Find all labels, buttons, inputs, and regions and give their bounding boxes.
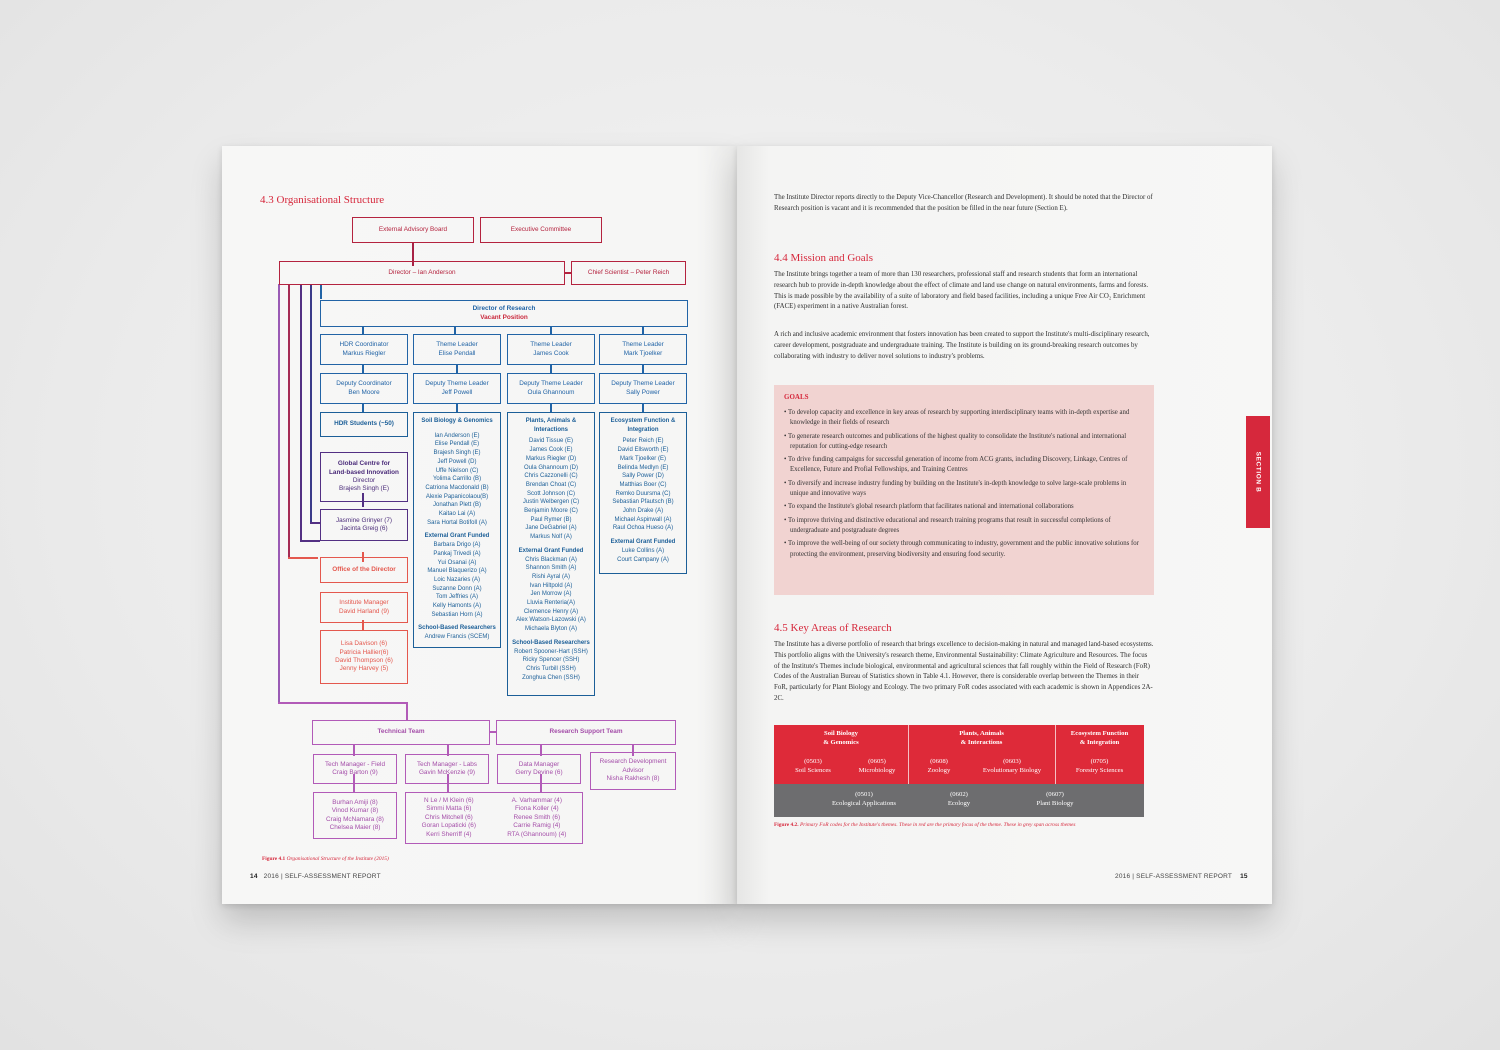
member: Zonghua Chen (SSH) [522,674,580,681]
person-label: Vinod Kumar (8) [331,807,379,815]
code-label: Soil Sciences [795,767,831,774]
member: David Ellsworth (E) [617,447,669,454]
for-code [914,757,964,775]
connector [310,284,312,524]
box-title: Director of Research [472,305,536,313]
connector [642,404,644,412]
goal-item: • To drive funding campaigns for successful generation of income from ACG grants, including Discovery, Linkage, Centres of Excellence, Future and Profial Fellowships, and Training Centres [784,456,1128,474]
goal-item: • To generate research outcomes and publications of the highest quality to consolidate the Institute's national and international reputation for cutting-edge research [784,432,1127,450]
person-label: Chelsea Maier (8) [329,823,381,831]
connector [300,284,302,542]
member: Peter Reich (E) [622,438,664,445]
research-support-team-box [496,720,676,745]
member: Belinda Medlyn (E) [617,464,669,471]
goals-box [774,385,1154,595]
connector [300,540,320,542]
person-label: Kerri Sherriff (4) [426,830,472,838]
centre-name-2: Land-based Innovation [329,468,399,476]
connector [310,522,320,524]
member: Oula Ghannoum (D) [523,464,579,471]
connector [456,365,458,373]
section-title-org: 4.3 Organisational Structure [260,194,385,206]
column-heading: Interactions [533,426,568,433]
member: Paul Rymer (B) [530,516,572,523]
member: Markus Nolf (A) [530,534,572,541]
theme-column-ecosystem [599,412,687,574]
hdr-students-box [320,412,408,437]
code-label: Evolutionary Biology [982,767,1042,774]
lab-staff-list [507,797,566,839]
code-number: (0503) [804,758,822,765]
person-label: Jasmine Grinyer (7) [335,516,393,524]
role-label: Deputy Theme Leader [425,380,489,388]
box-label: External Advisory Board [378,225,448,233]
person-label: Burhan Amiji (8) [332,798,378,806]
section-title-mission: 4.4 Mission and Goals [774,252,873,264]
office-of-director-box [320,557,408,583]
connector [642,365,644,373]
member: Sally Power (D) [622,473,664,480]
member: Chris Turbill (SSH) [526,665,576,672]
external-advisory-board-box [352,217,474,243]
role-label: Deputy Theme Leader [611,380,675,388]
person-label: David Thompson (6) [335,657,393,664]
member: Luke Collins (A) [621,547,665,554]
deputy-theme-3-box [599,373,687,404]
member: Yui Osanai (A) [437,559,477,566]
member: Jeff Powell (D) [437,458,477,465]
member: Scott Johnson (C) [526,490,576,497]
code-label: Microbiology [858,767,896,774]
person-label: Renee Smith (6) [513,813,561,821]
member: Yolima Carrillo (B) [432,476,482,483]
mission-paragraph-2: A rich and inclusive academic environment that fosters innovation has been created to support the Institute's multi-disciplinary research, career development, postgraduate and undergraduate training. The Institute is building on its ground-breaking research outcomes by collaborating with industry to deliver novel solutions to industry's problems. [774,331,1150,360]
deputy-theme-2-box [507,373,595,404]
key-areas-paragraph: The Institute has a diverse portfolio of research that brings excellence to decision-making in natural and managed land-based ecosystems. This portfolio aligns with the University's research theme, Environmental Sustainability: Climate Agriculture and Resources. The focus of the Institute's Themes include biological, environmental and agricultural sciences that fall roughly within the Field of Research (FoR) Codes of the Australian Bureau of Statistics shown in Table 4.1. However, there is considerable overlap between the Themes in their FoR, particularly for Plant Biology and Ecology. The two primary FoR codes associated with each academic is shown in Appendices 2A-2C. [774,641,1154,702]
member: Elise Pendall (E) [434,441,480,448]
theme-name: Soil Biology [823,730,858,737]
column-subheading: School-Based Researchers [418,625,496,632]
member: Justin Welbergen (C) [522,499,580,506]
director-of-research-box [320,300,688,327]
figure-label: Figure 4.2. [774,822,799,828]
member: Alex Watson-Lazowski (A) [516,617,586,624]
person-label: Fiona Koller (4) [514,805,559,813]
member: Shannon Smith (A) [525,565,577,572]
person-label: Craig Barton (9) [332,769,378,776]
goal-item: • To develop capacity and excellence in key areas of research by supporting interdisciplinary teams with in-depth expertise and knowledge in their fields of research [784,409,1130,427]
role-label: HDR Coordinator [339,341,389,349]
connector [642,326,644,334]
code-number: (0602) [950,791,968,798]
person-label: Markus Riegler [342,349,386,357]
role-label: Deputy Theme Leader [519,380,583,388]
member: Remko Duursma (C) [615,490,671,497]
connector [550,365,552,373]
member: Rishi Ayral (A) [532,573,570,580]
member: Manuel Blaquerizo (A) [427,568,487,575]
person-label: N Le / M Klein (6) [423,796,474,804]
role-label: Theme Leader [436,341,478,349]
for-code [1055,757,1144,775]
intro-paragraph: The Institute Director reports directly to the Deputy Vice-Chancellor (Research and Development). It should be noted that the Director of Research position is vacant and it is recommended that the position be filled in the near future (Section E). [774,194,1153,212]
person-label: Simmi Matta (6) [426,805,472,813]
person-label: Craig McNamara (8) [326,815,384,823]
tech-manager-field-box [313,754,397,784]
theme-name: Ecosystem Function [1070,730,1129,737]
shared-code [814,790,914,808]
member: Ricky Spencer (SSH) [522,657,580,664]
footer [1115,873,1248,880]
member: Sara Hortal Botifoll (A) [427,519,487,526]
member: Brendan Choat (C) [525,481,577,488]
role-label: Director [352,477,376,484]
member: Jen Morrow (A) [530,591,572,598]
column-subheading: External Grant Funded [518,547,584,554]
code-number: (0603) [1003,758,1021,765]
section-title-key-areas: 4.5 Key Areas of Research [774,622,892,634]
code-number: (0501) [855,791,873,798]
code-label: Forestry Sciences [1075,767,1124,774]
institute-manager-box [320,592,408,623]
member: Catriona Macdonald (B) [425,484,489,491]
research-development-advisor-box [590,752,676,790]
figure-caption-text: Primary FoR codes for the Institute's themes. These in red are the primary focus of the theme. These in grey span across themes [799,822,1076,828]
member: Ian Anderson (E) [434,432,480,439]
code-label: Plant Biology [1036,800,1074,807]
connector [550,326,552,334]
global-centre-staff-box [320,509,408,541]
person-label: Brajesh Singh (E) [338,485,390,493]
member: Kelly Hamonts (A) [432,603,482,610]
director-box [279,261,565,285]
person-label: RTA (Ghannoum) (4) [507,830,567,838]
shared-code [934,790,984,808]
for-codes-table [774,725,1144,817]
role-label: Theme Leader [622,341,664,349]
person-label: A. Varhammar (4) [511,796,562,804]
member: Andrew Francis (SCEM) [424,634,490,641]
goal-item: • To improve the well-being of our society through communicating to industry, government and the public innovative solutions for protecting the environment, preserving biodiversity and ensuring food security. [784,540,1139,558]
person-label: Jeff Powell [441,388,473,396]
connector [278,284,280,704]
member: Pankaj Trivedi (A) [433,550,481,557]
connector [362,365,364,373]
member: Uffe Nielson (C) [435,467,479,474]
member: James Cook (E) [529,447,573,454]
member: Ivan Hiltpold (A) [529,582,573,589]
theme-heading-soil [774,729,908,747]
code-number: (0705) [1090,758,1109,765]
booklet-spread [222,146,1272,904]
role-label: Tech Manager - Field [324,760,386,768]
theme-column-soil [413,412,501,648]
box-label: Research Support Team [549,728,623,736]
goal-item: • To expand the Institute's global research platform that facilitates national and international collaborations [784,503,1074,511]
page-number: 15 [1240,873,1248,880]
code-number: (0607) [1046,791,1064,798]
global-centre-box [320,452,408,502]
column-subheading: External Grant Funded [610,539,676,546]
column-heading: Integration [627,426,659,433]
box-label: HDR Students (~50) [334,420,394,428]
shared-code [1022,790,1088,808]
person-label: Jacinta Greig (6) [340,525,388,532]
footer-text: 2016 | SELF-ASSESSMENT REPORT [263,873,381,880]
person-label: Carrie Ramig (4) [513,822,561,830]
lab-staff-box [405,792,583,844]
connector [320,284,322,299]
person-label: Oula Ghannoum [527,388,575,396]
connector [288,284,290,559]
person-label: Goran Lopaticki (6) [421,822,476,830]
goal-item: • To improve thriving and distinctive educational and research training programs that result in successful completions of undergraduate and postgraduate degrees [784,516,1111,534]
role-label: Advisor [622,766,644,774]
field-staff-box [313,792,397,839]
figure-caption [262,856,389,862]
person-label: Elise Pendall [438,349,476,357]
member: Markus Riegler (D) [525,455,577,462]
role-label: Research Development [599,758,667,766]
person-label: Mark Tjoelker [623,349,663,357]
member: Michaela Blyton (A) [524,626,578,633]
centre-name-1: Global Centre for [337,460,391,468]
code-label: Ecological Applications [831,800,897,807]
for-code [782,757,844,775]
hdr-coordinator-box [320,334,408,365]
office-staff-box [320,630,408,684]
executive-committee-box [480,217,602,243]
for-code [970,757,1054,775]
member: Tom Jeffries (A) [436,594,478,601]
column-heading: Soil Biology & Genomics [421,418,493,424]
deputy-theme-1-box [413,373,501,404]
member: Jonathan Plett (B) [432,502,482,509]
vacant-label: Vacant Position [480,313,528,321]
member: Clemence Henry (A) [523,608,579,615]
person-label: Chris Mitchell (6) [424,813,473,821]
member: Brajesh Singh (E) [433,450,481,457]
member: Matthias Boer (C) [619,481,667,488]
section-tab [1246,416,1270,528]
role-label: Theme Leader [530,341,572,349]
member: John Drake (A) [622,508,664,515]
member: Chris Cazzonelli (C) [524,473,578,480]
technical-team-box [312,720,490,745]
theme-name: & Interactions [960,739,1003,746]
member: Suzanne Donn (A) [432,585,482,592]
box-label: Office of the Director [332,565,396,573]
member: Loic Nazaries (A) [433,576,480,583]
person-label: Lisa Davison (6) [340,640,388,648]
footer-text: 2016 | SELF-ASSESSMENT REPORT [1115,873,1233,880]
lab-staff-list [422,797,476,839]
section-tab-label: SECTION B [1254,451,1262,493]
person-label: Gavin McKenzie (9) [418,769,476,776]
theme-name: & Integration [1079,739,1120,746]
column-subheading: School-Based Researchers [512,639,590,646]
connector [406,702,408,720]
page-number: 14 [250,873,258,880]
chief-scientist-box [571,261,686,285]
figure-label: Figure 4.1 [262,856,286,862]
member: Mark Tjoelker (E) [620,455,666,462]
column-heading: Ecosystem Function & [610,418,676,424]
code-label: Ecology [947,800,971,807]
connector [550,404,552,412]
deputy-coordinator-box [320,373,408,404]
theme-heading-ecosystem [1055,729,1144,747]
person-label: Nisha Rakhesh (8) [606,775,660,783]
person-label: Gerry Devine (6) [515,769,563,776]
member: Raul Ochoa Hueso (A) [612,525,674,532]
data-manager-box [497,754,581,784]
member: Kaitao Lai (A) [438,511,476,518]
member: Sebastian Pfautsch (B) [612,499,674,506]
goals-title: GOALS [784,393,809,401]
theme-heading-plants [908,729,1055,747]
theme-leader-1-box [413,334,501,365]
person-label: David Harland (9) [338,607,390,615]
theme-leader-3-box [599,334,687,365]
person-label: Sally Power [626,388,660,396]
member: Jane DeGabriel (A) [525,525,577,532]
member: Michael Aspinwall (A) [614,516,672,523]
connector [362,326,364,334]
left-page [222,146,737,904]
column-heading: Plants, Animals & [525,418,577,424]
code-number: (0605) [868,758,886,765]
connector [456,404,458,412]
person-label: James Cook [533,349,569,357]
person-label: Patricia Hallier(6) [339,648,389,656]
role-label: Tech Manager - Labs [416,760,478,768]
theme-name: Plants, Animals [959,730,1004,737]
role-label: Data Manager [518,760,560,768]
code-number: (0608) [930,758,948,765]
column-subheading: External Grant Funded [424,533,490,540]
theme-leader-2-box [507,334,595,365]
code-label: Zoology [927,767,951,774]
box-label: Chief Scientist – Peter Reich [587,268,670,276]
person-label: Jenny Harvey (5) [339,665,389,673]
member: Alexie Papanicolaou(B) [425,493,489,500]
goal-item: • To diversify and increase industry funding by building on the Institute's in-depth knowledge to solve large-scale problems in unique and innovative ways [784,479,1127,497]
person-label: Ben Moore [348,388,380,396]
member: Chris Blackman (A) [525,556,577,563]
role-label: Institute Manager [339,599,389,607]
figure-caption [774,822,1154,828]
footer [250,873,381,880]
member: Lluvia Renteria(A) [526,600,576,607]
figure-caption-text: Organisational Structure of the Institute (2015) [286,856,389,862]
theme-name: & Genomics [823,739,859,746]
member: Benjamin Moore (C) [524,508,578,515]
member: Robert Spooner-Hart (SSH) [514,648,588,655]
member: David Tissue (E) [528,438,573,445]
tech-manager-labs-box [405,754,489,784]
connector [278,702,408,704]
box-label: Technical Team [377,728,425,736]
theme-column-plants [507,412,595,696]
mission-paragraph-1: The Institute brings together a team of more than 130 researchers, professional staff and research students that form an international research hub to provide in-depth knowledge about the effect of climate and land use change on natural environments, farms and forests. This is made possible by the availability of a suite of laboratory and field based facilities, including a unique Free Air CO₂ Enrichment (FACE) experiment in a native Australian forest. [774,271,1149,311]
connector [454,326,456,334]
member: Court Campany (A) [617,556,669,563]
connector [362,404,364,412]
for-code [846,757,908,775]
connector [288,557,318,559]
role-label: Deputy Coordinator [336,380,392,388]
member: Sebastian Horn (A) [431,611,483,618]
box-label: Director – Ian Anderson [388,268,456,276]
member: Barbara Drigo (A) [433,542,481,549]
box-label: Executive Committee [510,225,572,233]
